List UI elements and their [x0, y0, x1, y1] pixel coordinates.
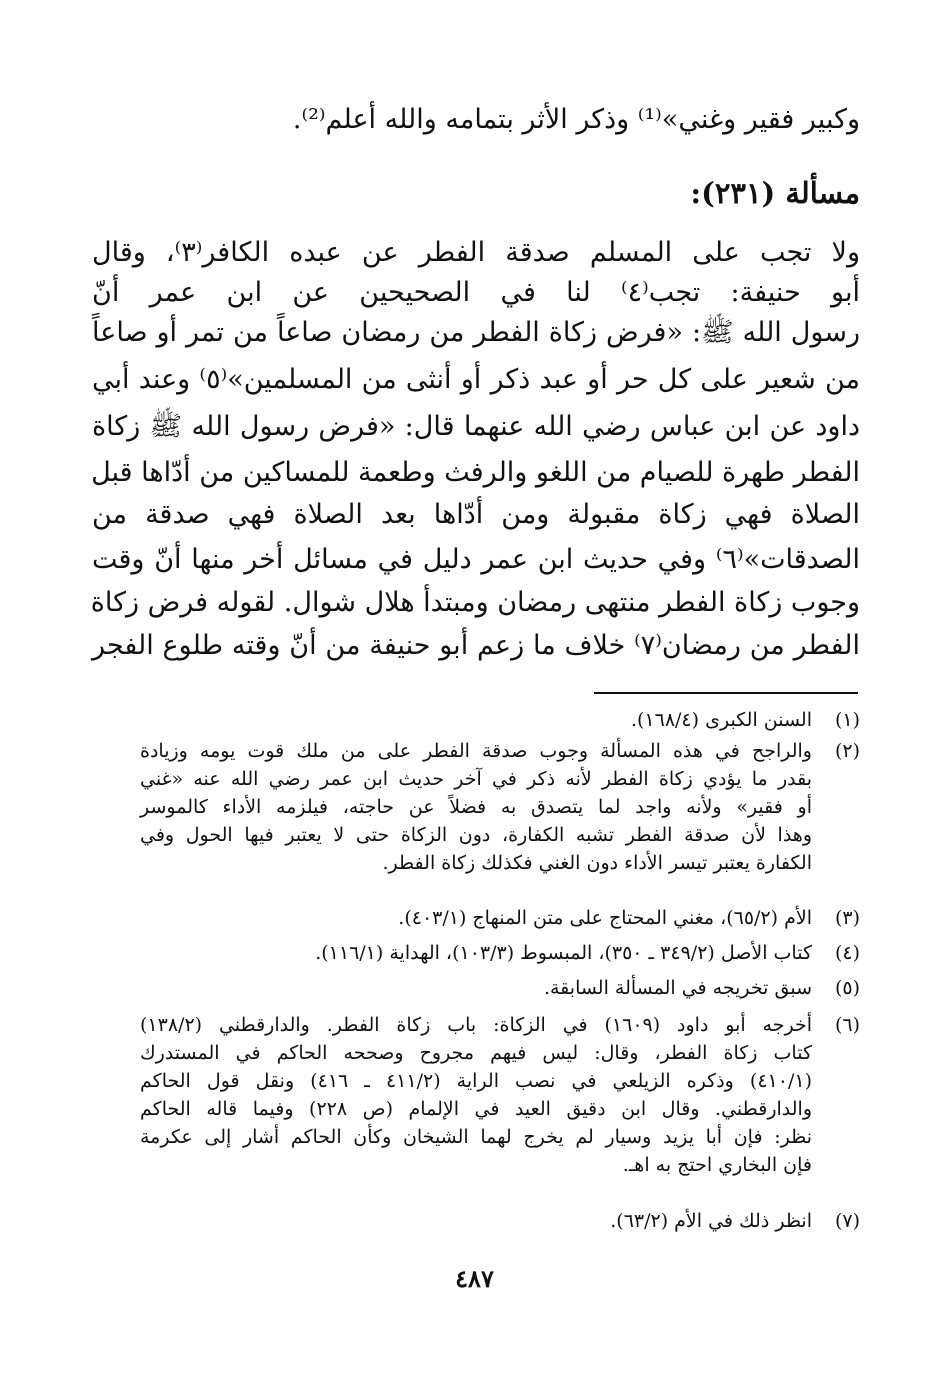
- footnote-number: (٢): [834, 740, 860, 762]
- footnote-line: بقدر ما يؤدي زكاة الفطر لأنه ذكر في آخر حديث ابن عمر رضي الله عنه «غني: [140, 768, 812, 790]
- body-line: داود عن ابن عباس رضي الله عنهما قال: «فرض رسول الله ﷺ زكاة: [92, 411, 860, 442]
- footnote-line: السنن الكبرى (١٦٨/٤).: [630, 709, 812, 731]
- footnote-line: سبق تخريجه في المسألة السابقة.: [543, 977, 812, 999]
- footnote-line: والدارقطني. وقال ابن دقيق العيد في الإلمام (ص ٢٢٨) وفيما قاله الحاكم: [140, 1098, 812, 1120]
- footnote-text: [140, 905, 812, 933]
- page-number: ٤٨٧: [455, 1264, 494, 1293]
- footnote-text: [140, 1012, 812, 1180]
- footnote-line: وهذا لأن صدقة الفطر تشبه الكفارة، دون الزكاة حتى لا يعتبر فيها الحول وفي: [140, 824, 812, 846]
- footnote-number: (٧): [834, 1210, 860, 1232]
- footnote-number: (١): [834, 709, 860, 731]
- footnote-line: انظر ذلك في الأم (٦٣/٢).: [610, 1210, 812, 1232]
- footnote-line: الأم (٦٥/٢)، مغني المحتاج على متن المنهاج (٤٠٣/١).: [398, 907, 812, 929]
- footnote-separator: [594, 692, 858, 694]
- issue-heading: مسألة (٢٣١):: [690, 176, 860, 210]
- footnote-line: كتاب الأصل (٣٤٩/٢ ـ ٣٥٠)، المبسوط (١٠٣/٣)، الهداية (١١٦/١).: [315, 942, 812, 964]
- footnote-line: نظر: فإن أبا يزيد وسيار لم يخرج لهما الشيخان وكأن الحاكم أشار إلى عكرمة: [140, 1126, 812, 1148]
- body-line: وجوب زكاة الفطر منتهى رمضان ومبتدأ هلال شوال. لقوله فرض زكاة: [90, 587, 860, 618]
- footnote-line: أخرجه أبو داود (١٦٠٩) في الزكاة: باب زكاة الفطر. والدارقطني (١٣٨/٢): [140, 1014, 812, 1036]
- body-line: الفطر من رمضان⁽٧⁾ خلاف ما زعم أبو حنيفة من أنّ وقته طلوع الفجر: [92, 630, 860, 661]
- body-line: أبو حنيفة: تجب⁽٤⁾ لنا في الصحيحين عن ابن عمر أنّ: [92, 277, 861, 308]
- top-line: وكبير فقير وغني»⁽¹⁾ وذكر الأثر بتمامه والله أعلم⁽²⁾.: [292, 104, 860, 135]
- footnote-line: الكفارة يعتبر تيسر الأداء دون الغني فكذلك زكاة الفطر.: [382, 852, 812, 874]
- body-line: من شعير على كل حر أو عبد ذكر أو أنثى من المسلمين»⁽٥⁾ وعند أبي: [92, 364, 860, 395]
- footnote-line: (٤١٠/١) وذكره الزيلعي في نصب الراية (٤١١/٢ ـ ٤١٦) ونقل قول الحاكم: [140, 1070, 812, 1092]
- body-line: الصلاة فهي زكاة مقبولة ومن أدّاها بعد الصلاة فهي صدقة من: [92, 499, 860, 530]
- footnote-number: (٣): [834, 907, 860, 929]
- footnote-line: كتاب زكاة الفطر، وقال: ليس فيهم مجروح وصححه الحاكم في المستدرك: [140, 1042, 812, 1064]
- body-line: الصدقات»⁽٦⁾ وفي حديث ابن عمر دليل في مسائل أخر منها أنّ وقت: [92, 544, 860, 575]
- footnote-text: [140, 940, 812, 968]
- footnote-text: [140, 707, 812, 735]
- footnote-number: (٥): [834, 977, 860, 999]
- footnote-number: (٦): [834, 1014, 860, 1036]
- footnote-line: والراجح في هذه المسألة وجوب صدقة الفطر على من ملك قوت يومه وزيادة: [140, 740, 812, 762]
- body-line: الفطر طهرة للصيام من اللغو والرفث وطعمة للمساكين من أدّاها قبل: [91, 457, 860, 488]
- body-line: ولا تجب على المسلم صدقة الفطر عن عبده الكافر⁽٣⁾، وقال: [92, 237, 860, 268]
- footnote-text: [140, 975, 812, 1003]
- footnote-text: [140, 738, 812, 878]
- footnote-text: [140, 1208, 812, 1236]
- footnote-line: أو فقير» ولأنه واجد لما يتصدق به فضلاً عن حاجته، فيلزمه الأداء كالموسر: [140, 796, 812, 818]
- footnote-line: فإن البخاري احتج به اهـ.: [622, 1154, 812, 1176]
- body-line: رسول الله ﷺ: «فرض زكاة الفطر من رمضان صاعاً من تمر أو صاعاً: [92, 317, 860, 348]
- footnote-number: (٤): [834, 942, 860, 964]
